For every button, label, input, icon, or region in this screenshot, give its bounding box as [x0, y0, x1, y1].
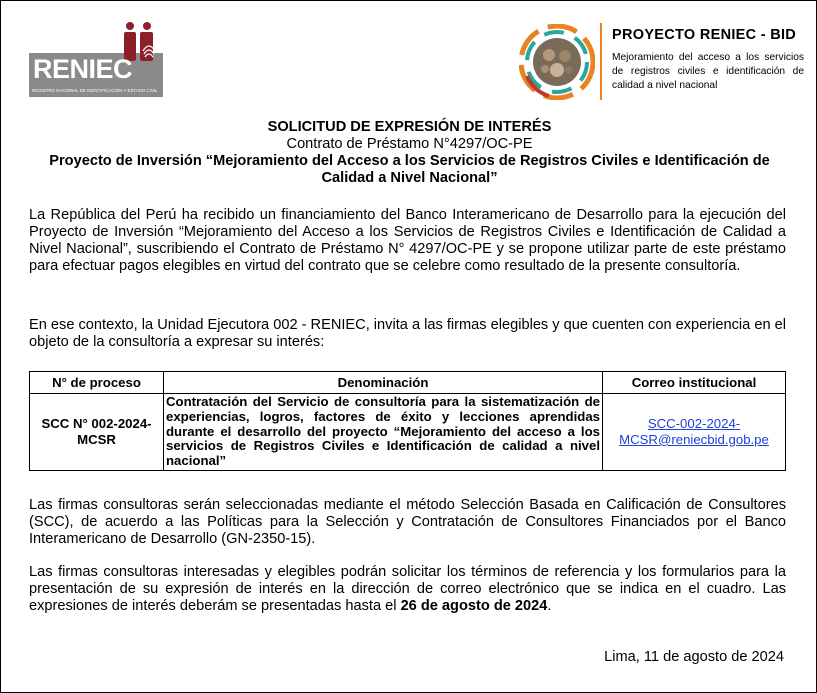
process-number: SCC N° 002-2024-MCSR [30, 394, 164, 471]
reniec-tagline: REGISTRO NACIONAL DE IDENTIFICACIÓN Y ESTADO CIVIL [32, 88, 158, 93]
deadline-date: 26 de agosto de 2024 [400, 598, 548, 614]
project-name: Proyecto de Inversión “Mejoramiento del Acceso a los Servicios de Registros Civiles e Identificación de Calidad a Nivel Nacional” [49, 153, 770, 186]
invitation-paragraph: En ese contexto, la Unidad Ejecutora 002 - RENIEC, invita a las firmas elegibles y que cuenten con experiencia en el objeto de la consultoría a expresar su interés: [29, 317, 786, 350]
deadline-text: Las firmas consultoras interesadas y elegibles podrán solicitar los términos de referencia y los formularios para la presentación de su expresión de interés en la dirección de correo electrónico que se indica en el cuadro. Las expresiones de interés deberám se presentadas hasta el [29, 564, 786, 614]
table-row [30, 394, 786, 471]
header-email: Correo institucional [603, 372, 786, 394]
intro-paragraph: La República del Perú ha recibido un financiamiento del Banco Interamericano de Desarrollo para la ejecución del Proyecto de Inversión “Mejoramiento del Acceso a los Servicios de Registros Civiles e Identificación de Calidad a Nivel Nacional”, suscribiendo el Contrato de Préstamo N° 4297/OC-PE y se propone utilizar parte de este préstamo para efectuar pagos elegibles en virtud del contrato que se celebre como resultado de la presente consultoría. [29, 207, 786, 274]
header-process: N° de proceso [30, 372, 164, 394]
project-title: PROYECTO RENIEC - BID [612, 27, 797, 43]
contract-number: Contrato de Préstamo N°4297/OC-PE [286, 136, 533, 152]
reniec-logo [29, 21, 163, 97]
deadline-end: . [547, 598, 552, 614]
process-table [29, 371, 786, 471]
email-cell [603, 394, 786, 471]
table-header-row [30, 372, 786, 394]
reniec-wordmark: RENIEC [33, 54, 133, 84]
document-titles [31, 119, 788, 187]
institutional-email-link[interactable]: SCC-002-2024-MCSR@reniecbid.gob.pe [619, 415, 769, 447]
header-denomination: Denominación [164, 372, 603, 394]
deadline-paragraph [29, 564, 786, 615]
orange-divider [600, 23, 602, 100]
project-subtitle: Mejoramiento del acceso a los servicios de registros civiles e identificación de calidad a nivel nacional [612, 52, 804, 91]
process-denomination: Contratación del Servicio de consultoría para la sistematización de experiencias, logros, factores de éxito y lecciones aprendidas durante el desarrollo del proyecto “Mejoramiento del acceso a los servicios de Registros Civiles e Identificación de calidad a nivel nacional” [164, 394, 603, 471]
document-title: SOLICITUD DE EXPRESIÓN DE INTERÉS [267, 119, 552, 135]
project-globe-icon [519, 24, 595, 100]
selection-method-paragraph: Las firmas consultoras serán seleccionadas mediante el método Selección Basada en Calificación de Consultores (SCC), de acuerdo a las Políticas para la Selección y Contratación de Consultores Financiados por el Banco Interamericano de Desarrollo (GN-2350-15). [29, 497, 786, 547]
signature-date: Lima, 11 de agosto de 2024 [604, 649, 784, 665]
